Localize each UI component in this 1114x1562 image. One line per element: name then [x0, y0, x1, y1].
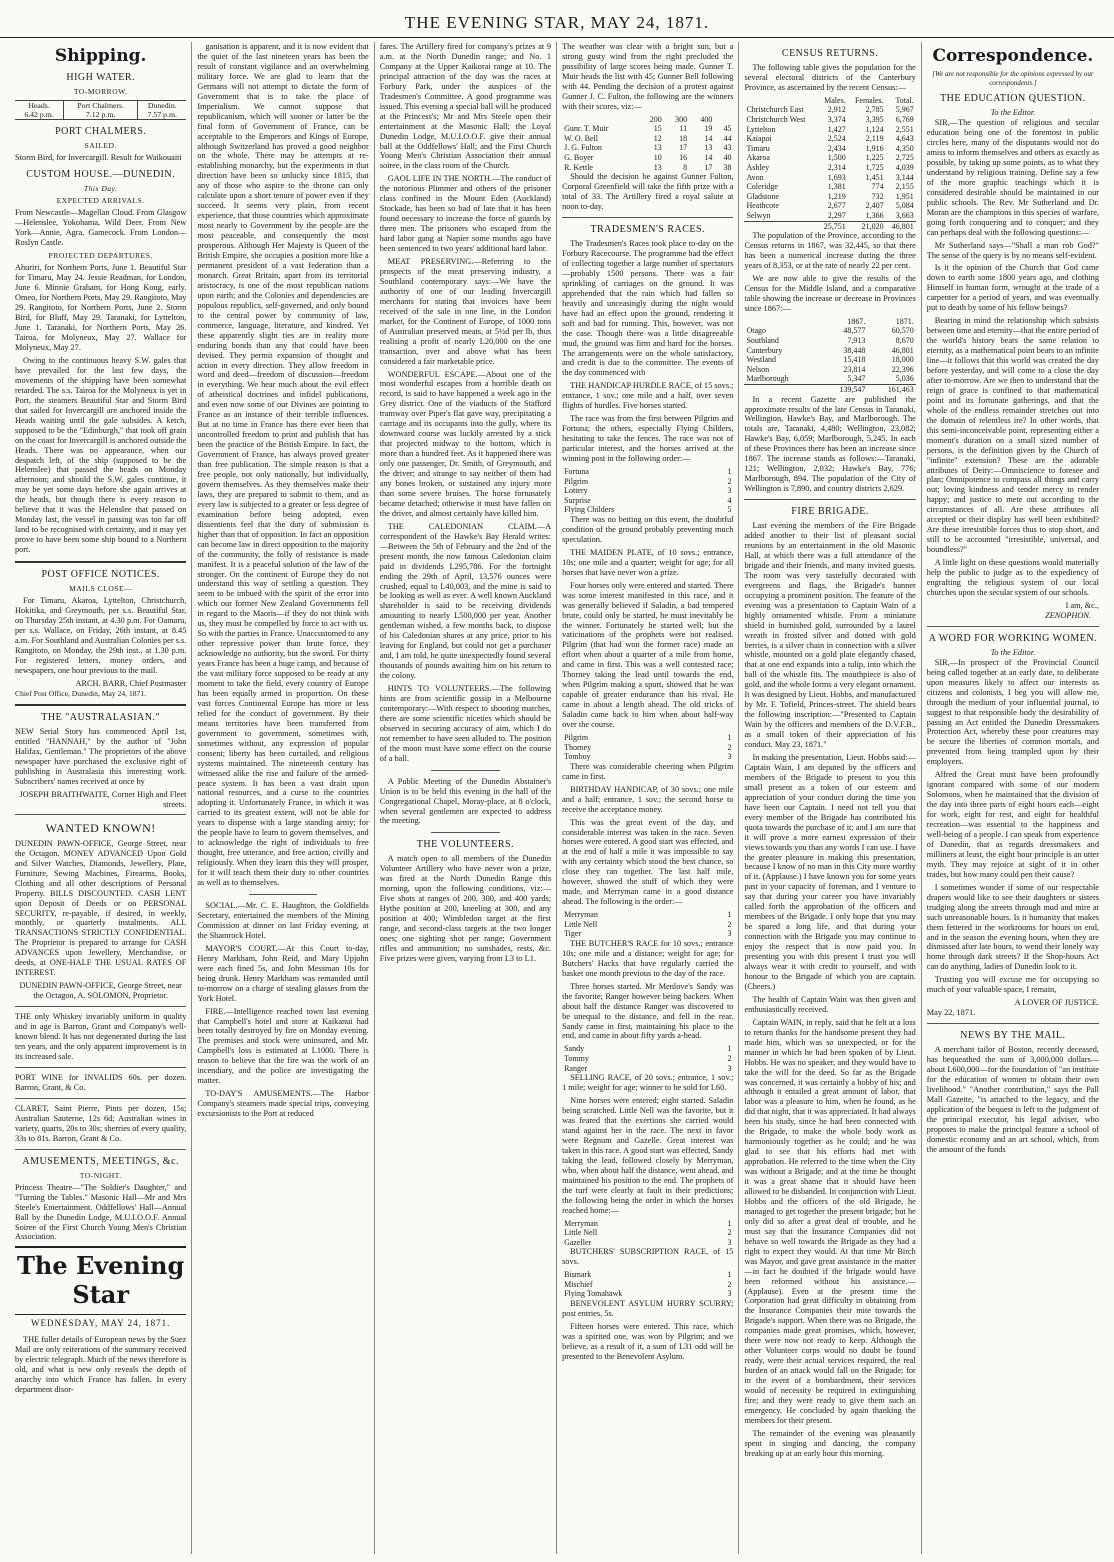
table-row: Pilgrim 1	[564, 733, 732, 742]
education-text-5: A little light on these questions would materially help the public to judge as to the expediency of engrafting the religious system of our local churches upon the secular system of our schools.	[926, 558, 1099, 597]
census-population-text: The population of the Province, according to the Census returns in 1867, was 32,445, so that there has been a numerical increase during the three years of 8,353, or at the rate of nearly 22 per cent.	[744, 231, 916, 271]
butchers-race: THE BUTCHER'S RACE for 10 sovs.; entrance 10s; one mile and a distance; weight for age; for Butchers' Hacks that have regularly carried the basket one month previous to the day of the race.	[562, 938, 734, 978]
maiden-text: Four horses only were entered and started. There was some interest manifested in this race, and it was generally believed if Saladin, a bad tempered brute, could only be started, he must inevitably be the winner. Fortunately he started well; but the vaticinations of the prophets were not realised. Pilgrim (that had won the former race) made an effort when about a quarter of a mile from home, and came in first. This was a well contested race; Thorney taking the lead until towards the end, when Pilgrim making a spurt, showed that he was capable of greater endurance than his rival. He came in about a length ahead. The old tricks of Saladin came back to him when about half-way over the course.	[562, 580, 734, 730]
women-text-4: Trusting you will excuse me for occupying so much of your valuable space, I remain,	[926, 975, 1099, 995]
education-heading: THE EDUCATION QUESTION.	[940, 93, 1086, 105]
tide-cell: Dunedin. 7.57 p.m.	[147, 100, 178, 119]
table-row: Christchurch East 2,912 2,785 5,967	[746, 105, 914, 115]
meat-preserving-paragraph: MEAT PRESERVING.—Referring to the prospects of the meat preserving industry, a Southland contemporary says:—We have the authority of one of our leading Invercargill merchants for stating that invoices have been received of the sale in one line, in the London market, for the Continent of Europe, of 1000 tons of Australian preserved meats, at 5½d per lb, thus realising a profit of nearly L20,000 on the one transaction, over and above what has been considered a fair marketable price.	[379, 257, 552, 366]
sailed-text: Storm Bird, for Invercargill. Result for Waikouaiti	[15, 153, 182, 163]
table-row: Tommy 2	[564, 1054, 732, 1064]
fares-paragraph: fares. The Artillery fired for company's prizes at 9 a.m. at the North Dunedin range; and No. 1 Company at the Upper Kaikorai range at 10. The principal attraction of the day was the races at Forbury Park, under the auspices of the Tradesmen's Committee. A good programme was issued. This evening a special ball will be produced at the Princess's; Mr and Mrs Steele open their entertainment at the Masonic Hall; the Loyal Dunedin Lodge, M.U.I.O.O.F. give their annual ball at the Oddfellows' Hall; and the First Church Young Men's Christian Association their annual soiree, in the class room of the Church.	[379, 42, 552, 171]
leader-text: THE fuller details of European news by the Suez Mail are only reiterations of the summary received by electric telegraph. Much of the news therefore is old, and what is new only reveals the depth of anarchy into which France has fallen. In every department disor-	[15, 1334, 187, 1394]
table-row: Coleridge 1,381 774 2,155	[746, 182, 914, 192]
letter-date: May 22, 1871.	[926, 1008, 976, 1018]
table-row: W. O. Bell 12 18 14 44	[564, 133, 732, 143]
table-row: Fortuna 1	[564, 467, 732, 477]
benevolent-race: BENEVOLENT ASYLUM HURRY SCURRY; post entries, 5s.	[562, 1299, 734, 1318]
evening-text: The remainder of the evening was pleasantly spent in singing and dancing, the company breaking up at an early hour this morning.	[744, 1428, 916, 1458]
projected-text: Ahuriri, for Northern Ports, June 1. Beautiful Star for Timaru, May 24. Jessie Readman, for London, June 6. Minnie Graham, for Hong Kong, early. Omeo, for Northern Ports, May 29. Rangitoto, May 29. Rangitoto, for Northern Ports, June 2. Storm Bird, for Bluff, May 29. Taranaki, for Lyttelton, June 1. Taranaki, for Northern Ports, May 26. Tairoa, for Molyneux, May 27. Wallace for Molyneux, May 27.	[15, 263, 187, 353]
table-row: Little Nell 2	[564, 919, 732, 929]
table-row: Marlborough 5,347 5,036	[746, 374, 914, 384]
expected-text: From Newcastle—Magellan Cloud. From Glasgow—Helenslee, Yokohama, Wild Deer. From New York—Annie, Agra, Gamecock. From London—Roslyn Castle.	[15, 208, 187, 248]
caledonian-claim-paragraph: THE CALEDONIAN CLAIM.—A correspondent of the Hawke's Bay Herald writes:—Between the 5th of February and the 2nd of the present month, the now famous Caledonian claim paid in dividends L295,786. For the fortnight ending the 29th of April, 13,576 ounces were crushed, equal to L40,003, and the mine is said to be looking as well as ever. A well known Auckland shareholder is said to be receiving dividends amounting to nearly L500,000 per year. Another gentleman wished, a few months back, to dispose of his Caledonian shares at any price, prior to his leaving for England, but could not get a purchaser and, I am told, he quite unexpectedly found several thousands of pounds awaiting him on his return to the colony.	[379, 521, 552, 681]
divider	[15, 814, 186, 815]
table-row: J. G. Fulton 13 17 13 43	[564, 143, 732, 153]
table-row: Westland 15,418 18,000	[746, 355, 914, 365]
results-table	[562, 1044, 733, 1073]
women-text-2: Alfred the Great must have been profoundly ignorant compared with some of our modern Solomons, when he maintained that the division of the day into three parts of eight hours each—eight for work, eight for rest, and eight for healthful recreation—was essential to the happiness and well-being of a people. I can speak from experience of Dunedin, that as regards dressmakers and milliners at least, the eight hour principle is an utter myth. They may rejoice at sight of it in other trades, but how many could pen their cause?	[926, 770, 1099, 879]
results-table	[562, 467, 733, 515]
table-row: Otago 48,577 60,570	[746, 326, 914, 336]
mails-close-label: MAILS CLOSE—	[69, 584, 133, 594]
masthead	[0, 8, 1114, 38]
fire-brigade-heading: FIRE BRIGADE.	[791, 506, 869, 518]
customs-heading: CUSTOM HOUSE.—DUNEDIN.	[26, 169, 176, 181]
to-editor: To the Editor.	[990, 647, 1036, 657]
pawn-office-text: DUNEDIN PAWN-OFFICE, George Street, near the Octagon. MONEY ADVANCED Upon Gold and Silver Watches, Diamonds, Jewellery, Plate, Furniture, Sewing Machines, Firearms, Books, Clothing and all other descriptions of Personal Property. BILLS DISCOUNTED. CASH LENT upon Deposit of Deeds or on PERSONAL SECURITY, re-payable, if desired, in weekly, monthly, or quarterly instalments. ALL TRANSACTIONS STRICTLY CONFIDENTIAL. The Proprietor is prepared to arrange for CASH ADVANCES upon Jewellery, Merchandise, or deeds, at ONE-HALF THE USUAL RATES OF INTEREST.	[15, 838, 187, 978]
divider	[249, 894, 318, 895]
table-row: Kaiapoi 2,524 2,119 4,643	[746, 134, 914, 144]
divider	[431, 832, 500, 833]
shipping-news-text: Owing to the continuous heavy S.W. gales that have prevailed for the last few days, the movements of the shipping have been somewhat retarded. The s.s. Tairoa for the Molyneux is yet in Port, the steamers Beautiful Star and Storm Bird that sailed for Invercargill are anchored inside the Heads waiting until the gale subsides. A ketch, supposed to be the "Edinburgh," that took off grain on the coast for Invercargill is anchored outside the Heads. There was no appearance, when our despatch left, of the ship (supposed to be the Helenslee) that passed the heads on Monday afternoon; and should the S.W. gales continue, it may be yet some days before she again arrives at the heads, but though there is every reason to believe that it was the Helenslee that passed on Monday last, the vessel in passing was too far off land to be recognised with certainty, and it may yet prove to have been some ship bound to a Northern port.	[15, 355, 187, 555]
education-text-3: Is it the opinion of the Church that God came down to earth some 1800 years ago, and clothing Himself in human form, wrought at the trade of a carpenter for a period of years, and was eventually put to death by some of his fellow beings?	[926, 263, 1099, 313]
post-office-heading: POST OFFICE NOTICES.	[41, 569, 160, 581]
table-row: Thorney 2	[564, 742, 732, 752]
table-row: Lottery 3	[564, 486, 732, 496]
fire-brigade-text: Last evening the members of the Fire Brigade added another to their list of pleasant social reunions by an entertainment in the old Masonic Hall, at which there was a full attendance of the brigade and their friends, and many invited guests. The room was very tastefully decorated with evergreens and flags, the Brigade's banner occupying a prominent position. The feature of the evening was a presentation to Captain Wain of a highly ornamented whistle. From a miniature shield in burnished gold, surrounded by a laurel wreath in frosted silver and dotted with gold berries, is a silver chain in connection with a silver whistle, mounted on a gold plate elegantly chased, that at one end expands into a tulip, into which the ball of the whistle fits. The mouthpiece is also of gold, and the whole forms a very elegant ornament. It was designed by Lieut. Hobbs, and manufactured by Mr. F. Tofield, Princes-street. The shield bears the following inscription:—"Presented to Captain Wain by the officers and members of the D.V.F.B., as a small token of their appreciation of his conduct. May 23, 1871."	[744, 521, 916, 750]
results-table	[562, 733, 733, 762]
table-row: Bismark 1	[564, 1270, 732, 1280]
subscription-race: BUTCHERS' SUBSCRIPTION RACE, of 15 sovs.	[562, 1247, 734, 1267]
news-text: A merchant tailor of Boston, recently deceased, has bequeathed the sum of 3,000,000 dollars—about L600,000—for the foundation of "an institute for the education of women to obtain their own livelihood." "Another contribution," says the Pall Mall Gazette, "is attached to the legacy, and the application of the bequest is left to the judgment of the principal executor, his legal adviser, who proposes to make the principal feature a school of domestic economy and an art school, which, from the amount of the funds	[926, 1045, 1099, 1154]
hurdle-race: THE HANDICAP HURDLE RACE, of 15 sovs.; entrance, 1 sov.; one mile and a half, over seven flights of hurdles. Five horses started.	[562, 381, 734, 411]
butchers-text: Three horses started. Mr Menlove's Sandy was the favorite; Ranger however being backers. When about half the distance Ranger was discovered to be unequal to the distance, and fell in the rear. Sandy came in first, maintaining his place to the end, and came in about fifty yards a-head.	[562, 981, 734, 1041]
education-text-1: SIR,—The question of religious and secular education being one of the foremost in public circles here, many of the disputants would not do amiss to inform themselves and others as exactly as possible, by taking up some points, as to what they understand by religious training. Define say a few of the more graphic teachings which it is considered desirable should be maintained in our public schools. The Rev. Mr Sutherland and Dr. Moran are the champions in this species of warfare, going forth conquering and to conquer; and they can perhaps deal with the following questions:—	[926, 118, 1099, 237]
amusements-text: Princess Theatre—"The Soldier's Daughter," and "Turning the Tables." Masonic Hall—Mr and Mrs Steele's Entertainment. Oddfellows' Hall—Annual Ball by the Dunedin Lodge, M.U.I.O.O.F. Annual Soiree of the First Church Young Men's Christian Association.	[15, 1182, 187, 1242]
whiskey-ad: THE only Whiskey invariably uniform in quality and in age is Barron, Grant and Company's well-known blend. It has not degenerated during the last ten years, and the only apparent improvement is in its increased sale.	[15, 1012, 187, 1061]
table-row: Mischief 2	[564, 1279, 732, 1289]
captain-reply-text: Captain WAIN, in reply, said that he felt at a loss to return thanks for the handsome present they had made him, which was so unexpected, or for the manner in which he had been spoken of by Lieut. Hobbs. He was no speaker, and they would have to take the will for the deed. So far as the Brigade was concerned, it was certainly a hobby of his; and although it entailed a great amount of labor, that labor was a pleasure to him, when he found, as he did that night, that it was appreciated. It had always been his study, since he had been connected with the Brigade, to make the whole body work as harmoniously together as he could; and he was glad to see that his efforts had met with approbation. He referred to the time when the City was without a Brigade; and at the time he thought it was a great shame that it should have been allowed to be disbanded. In conjunction with Lieut. Hobbs and the officers of the old Brigade, he managed to get together the present brigade; but he only did so after a great deal of trouble, and he must say that the Insurance Companies did not behave so well towards the Brigade as they had a right to expect they would. At that time Mr Birch was Mayor, and gave great assistance in the matter—in fact he doubted if the brigade would have been reformed without his assistance.—(Applause). Even at the present time the Corporation had great difficulty in obtaining from the Insurance Companies their mite towards the Brigade's support. When there was no Brigade, the companies made great promises, which, however, there were now not ready to keep. Although the other Volunteer corps would no doubt be found ready, were their actual services required, the real burden of an attack would fall on the Brigade; for in the event of a bombardment, their services would of necessity be required in extinguishing fire; and they were ready to give them such an emergency. He concluded by again thanking the members for their present.	[744, 1017, 916, 1425]
signature-lover-of-justice: A LOVER OF JUSTICE.	[1014, 998, 1099, 1008]
table-row: Ashley 2,314 1,725 4,039	[746, 163, 914, 173]
divider	[15, 1098, 186, 1099]
high-water-heading: HIGH WATER.	[66, 72, 135, 84]
table-row: Tomboy 3	[564, 752, 732, 762]
table-row: Merryman 1	[564, 1218, 732, 1228]
tradesmen-races-heading: TRADESMEN'S RACES.	[590, 224, 706, 236]
public-meeting-paragraph: A Public Meeting of the Dunedin Abstainer's Union is to be held this evening in the hall of the Congregational Chapel, Moray-place, at 8 o'clock, when several gentlemen are expected to address the meeting.	[379, 776, 552, 826]
divider	[15, 561, 186, 563]
table-row: Ranger 3	[564, 1063, 732, 1073]
table-row: Selwyn 2,297 1,366 3,663	[746, 210, 914, 220]
table-row: Gunr. T. Muir 15 11 19 45	[564, 124, 732, 134]
education-text-2: Mr Sutherland says—"Shall a man rob God?" The sense of the query is by no means self-evident.	[926, 240, 1099, 260]
shipping-heading: Shipping.	[54, 46, 147, 66]
correspondence-heading: Correspondence.	[932, 46, 1094, 66]
divider	[927, 1023, 1099, 1024]
post-office-text: For Timaru, Akaroa, Lyttelton, Christchurch, Hokitika, and Greymouth, per s.s. Beautiful Star, on Thursday 25th instant, at 4.30 p.m. For Oamaru, per s.s. Wallace, on Friday, 26th instant, at 8.45 a.m. For Southland and Australian Colonies per s.s. Rangitoto, on Monday, the 29th inst., at 1.30 p.m. For registered letters, money orders, and newspapers, one hour previous to the mail.	[15, 596, 187, 675]
divider	[562, 217, 733, 218]
tide-cell: Port Chalmers. 7.12 p.m.	[64, 100, 138, 120]
divider	[15, 1149, 186, 1150]
signature-zenophon: ZENOPHON.	[1045, 610, 1091, 620]
protest-paragraph: Should the decision be against Gunner Fulton, Corporal Greenfield will take the fifth prize with a total of 33. The Artillery fired a royal salute at noon to-day.	[562, 172, 734, 212]
divider	[15, 1067, 186, 1068]
table-row: Southland 7,913 8,670	[746, 335, 914, 345]
table-row: Surprise 4	[564, 495, 732, 505]
amusements-paragraph: TO-DAY'S AMUSEMENTS.—The Harbor Company's steamers made special trips, conveying excursionists to the Port at reduced	[197, 1089, 369, 1119]
column-3	[375, 42, 557, 1554]
table-row: Heathcote 2,677 2,407 5,084	[746, 201, 914, 211]
maiden-plate: THE MAIDEN PLATE, of 10 sovs.; entrance, 10s; one mile and a quarter; weight for age; for all horses that have never won a prize.	[562, 547, 734, 577]
disclaimer: [We are not responsible for the opinions expressed by our correspondents.]	[932, 70, 1094, 87]
divider	[431, 770, 500, 771]
census-intro: The following table gives the population for the several electoral districts of the Canterbury Province, as ascertained by the recent Census:—	[744, 63, 916, 92]
column-4	[557, 42, 739, 1554]
table-row: Flying Childers 5	[564, 505, 732, 515]
table-row: Gazeller 3	[564, 1237, 732, 1247]
table-row: Avon 1,693 1,451 3,144	[746, 172, 914, 182]
divider	[744, 499, 915, 500]
table-row: Merryman 1	[564, 910, 732, 920]
table-row: Lyttelton 1,427 1,124 2,551	[746, 124, 914, 134]
tides-table	[15, 100, 186, 121]
census-middle-island-text: We are now able to give the results of the Census for the Middle Island, and a comparative table showing the increase or decrease in Provinces since 1867:—	[744, 273, 916, 313]
birthday-text: This was the great event of the day, and considerable interest was taken in the race. Seven horses were entered. A good start was effected, and at the end of half a mile it was impossible to say with any certainty which stood the best chance, so close they ran together. The last half mile, however, showed the stuff of which they were made, and Merryman came in a good distance ahead. The following is the order:—	[562, 817, 734, 907]
hurdle-text: The race was from the first between Pilgrim and Fortuna; the others, especially Flying Childers, hesitating to take the fences. The race was not of particular interest, and the horses arrived at the winning post in the following order:—	[562, 414, 734, 464]
selling-race: SELLING RACE, of 20 sovs.; entrance, 1 sov.; 1 mile; weight for age; winner to be sold for L60.	[562, 1073, 734, 1093]
benevolent-text: Fifteen horses were entered. This race, which was a spirited one, was won by Pilgrim; and we believe, as a result of it, a sum of L31 odd will be presented to the Benevolent Asylum.	[562, 1321, 734, 1361]
betting-text: There was no betting on this event, the doubtful condition of the ground probably preventing much speculation.	[562, 514, 734, 544]
health-text: The health of Captain Wain was then given and enthusiastically received.	[744, 994, 916, 1014]
table-row: Canterbury 38,448 46,801	[746, 345, 914, 355]
australasian-text: NEW Serial Story has commenced April 1st, entitled "HANNAH," by the author of "John Halifax, Gentleman." The proprietors of the above newspaper have purchased the exclusive right of publishing in Australasia this interesting work. Subscribers' names received at once by	[15, 726, 187, 786]
selling-text: Nine horses were entered; eight started. Saladin being scratched. Little Nell was the favorite, but it was feared that the exertions she carried would stand against her in the race. The next in favor were Regnum and Gazelle. Great interest was taken in this race. A good start was effected, Sandy taking the lead, followed closely by Merryman, who, when about half the distance, went ahead, and maintained his position to the end. The prophets of the turf were clearly at fault in their predictions; the following being the order in which the horses reached home:—	[562, 1096, 734, 1215]
volunteers-heading: THE VOLUNTEERS.	[416, 839, 515, 851]
table-row: 139,547 161,463	[744, 384, 915, 394]
wanted-known-heading: WANTED KNOWN!	[45, 821, 156, 836]
mayors-court-paragraph: MAYOR'S COURT.—At this Court to-day, Henry Markham, John Reid, and Mary Upjohn were each fined 5s, and John Messman 10s for being drunk. Henry Markham was remanded until to-morrow on a charge of stealing glasses from the York Hotel.	[197, 943, 369, 1003]
table-row: Little Nell 2	[564, 1228, 732, 1238]
amusements-heading: AMUSEMENTS, MEETINGS, &c.	[22, 1155, 180, 1167]
table-row: Timaru 2,434 1,916 4,350	[746, 143, 914, 153]
table-row: Pilgrim 2	[564, 476, 732, 486]
census-heading: CENSUS RETURNS.	[781, 48, 879, 59]
women-text-1: SIR,—In prospect of the Provincial Council being called together at an early date, to deliberate upon measures likely to affect our interests as citizens and colonists, I beg you will allow me, through the medium of your influential journal, to suggest to that responsible body the desirability of passing an Act entitled the Dunedin Dressmakers Protection Act, whereby these poor creatures may be secure the liberties of common mortals, and prevented from being trampled upon by their employers.	[926, 657, 1099, 767]
divider	[15, 1006, 186, 1007]
birthday-handicap: BIRTHDAY HANDICAP, of 30 sovs.; one mile and a half; entrance, 1 sov.; the second horse to receive the acceptance money.	[562, 784, 734, 814]
news-by-mail-heading: NEWS BY THE MAIL.	[960, 1030, 1066, 1042]
australasian-heading: THE "AUSTRALASIAN."	[41, 711, 161, 723]
column-6	[922, 42, 1104, 1554]
newspaper-columns	[10, 42, 1104, 1554]
results-table	[562, 910, 733, 939]
post-office-location: Chief Post Office, Dunedin, May 24, 1871.	[15, 688, 147, 698]
leader-continued: ganisation is apparent, and it is now evident that the quiet of the last nineteen years has been the result of constant vigilance and an overwhelming military force. We are glad to learn that the Germans will not attempt to dictate the form of Government that is to take the place of Imperialism. We cannot suppose that republicanism, which will sooner or latter be the final form of Government of France, can be acceptable to the Emperors and Kings of Europe, although Switzerland has proved a good neighbor on the whole. There may be attempts at re-establishing monarchy, but the experiments in that direction have been so unlucky since 1815, that any of those who aspire to the throne can only calculate upon a short tenure of power even if they succeed. It seems very plain, from recent experience, that those countries which approximate most nearly to Government by the people are the most peaceable, and consequently the most prosperous. Although Her Majesty is Queen of the British Empire, she occupies a position more like a permanent president of a vast federation than a monarch. Great Britain, apart from its territorial aristocracy, is one of the most republican nations upon earth; and the Colonies and dependencies are populous republics, self-governed, and only bound to the central power by community of law, commerce, language, literature, and kindred. Yet these apparently slight ties are in reality more enduring bonds than any that could have been devised. They permit expansion of thought and action in every direction. They allow freedom in word and deed—freedom of discussion—freedom in everything. We hear much about the evil effect of atheistical doctrines and infidel publications, and even now some of our Divines are pointing to France as an instance of their terrible influences. But at no time in France has there ever been that uncontrolled freedom to print and publish that has been the practice of the British Empire. In fact, the Government of France, has always proved greater than free publication. The simple reason is that a free people, not only nationally, but individually, govern themselves. As they themselves make their laws, they are prepared to submit to them, and as every law is subjected to a greater or less degree of examination before being adopted, even dissentients feel that the duty of submission is higher than that of opposition. In fact an opposition can become law in direct opposition to the majority of the community, the folly of resistance is made manifest. It is a peaceful solution of the law of the stronger. On the continent of Europe they do not understand this way of settling a question. They seem to be imbued with the spirit of the error into which our former New Zealand Governments fell in regard to the Maoris—if they do not think with us, they must be compelled by force to act with us. So with the parties in France. Unaccustomed to any other repressive power than brute force, they acknowledge no authority, but the sword. For thirty years France has been a huge camp, and because of the vast military force supposed to be ready at any moment to take the field, every country of Europe has been equally armed in proportion. On these vast forces Continental Europe has more or less relied for the conduct of government. By their means territories have been transferred from government to government, sometimes with, sometimes without, any expression of popular consent; liberty has been curtailed, and religious systems maintained. The nineteenth century has witnessed alike the rise and failure of the armed-peace system. It has been a vast drain upon national resources, and a curse to the countries adopting it. Unfortunately France, in which it was carried to its greatest extent, will not be able for years to dispense with a large standing army; for the people have to learn to govern themselves, and to acknowledge the right of individuals to free thought, free utterance, and free action, civilly and religiously. When they learn this they will prosper, for it will teach them their duty to other countries as well as to themselves.	[197, 42, 369, 888]
table-row: Tiger 3	[564, 929, 732, 939]
gazette-text: In a recent Gazette are published the approximate results of the late Census in Taranaki, Wellington, Hawke's Bay, and Marlborough. The totals are, Taranaki, 4,480; Wellington, 23,082; Hawke's Bay, 6,059; Marlborough, 5,245. In each of these Provinces there has been an increase since 1867. The increase stands as follows:—Taranaki, 121; Wellington, 2,032; Hawke's Bay, 776; Marlborough, 894. The population of the City of Wellington is 7,890, and country districts 2,629.	[744, 394, 916, 494]
table-row: Sandy 1	[564, 1044, 732, 1054]
post-office-signature: ARCH. BARR, Chief Postmaster	[75, 678, 187, 688]
results-table	[562, 1270, 733, 1299]
column-1	[10, 42, 192, 1554]
signature-closing: I am, &c.,	[1065, 600, 1099, 610]
fire-paragraph: FIRE.—Intelligence reached town last evening that Campbell's hotel and store at Kaikanui had been totally destroyed by fire on Monday evening. The premises and stock were uninsured, and Mr. Campbell's loss is estimated at L1000. There is reason to believe that the fire was the work of an incendiary, and the police are investigating the matter.	[197, 1006, 369, 1086]
scores-table	[562, 115, 733, 173]
divider	[927, 626, 1099, 627]
table-row: Akaroa 1,500 1,225 2,725	[746, 153, 914, 163]
paper-date: WEDNESDAY, MAY 24, 1871.	[31, 1318, 171, 1328]
tonight-label: TO-NIGHT.	[79, 1170, 122, 1180]
working-women-heading: A WORD FOR WORKING WOMEN.	[928, 632, 1098, 644]
gaol-life-paragraph: GAOL LIFE IN THE NORTH.—The conduct of the notorious Plimmer and others of the prisoner class confined in the Mount Eden (Auckland) Stockade, has been so bad of late that it has been found necessary to increase the force of guards by three men. The prisoners who escaped from the hard labor gang at Napier some months ago have been sentenced to two years' additional hard labor.	[379, 174, 552, 254]
expected-heading: EXPECTED ARRIVALS.	[56, 196, 145, 206]
wonderful-escape-paragraph: WONDERFUL ESCAPE.—About one of the most wonderful escapes from a horrible death on record, is said to have happened a week ago in the Grey district. One of the viaducts of the Stafford tramway over Piper's flat gave way, precipitating a carriage and its occupants into the gully, where its downward course was luckily arrested by a stick that projected midway to the bottom, which is more than a hundred feet. As it happened there was only one passenger, Dr. Smith, of Greymouth, and the driver; and strange to say neither of them had any bones broken, or sustained any injury more than some severe bruises. The horse fortunately became detached; otherwise it must have fallen on the driver, and almost certainly have killed him.	[379, 369, 552, 518]
table-row: 25,751 21,020 46,801	[744, 221, 915, 231]
port-wine-ad: PORT WINE for INVALIDS 60s. per dozen. Barron, Grant, & Co.	[15, 1072, 187, 1092]
claret-ad: CLARET, Saint Pierre, Pints per dozen, 15s; Australian Sauterne, 12s 6d; Australian wines in variety, quarts, 20s to 30s; sherries of every quality, 33s to 81s. Barron, Grant & Co.	[15, 1103, 187, 1143]
paper-title: The Evening Star	[15, 1246, 186, 1315]
table-row: Nelson 23,814 22,396	[746, 364, 914, 374]
races-intro: The Tradesmen's Races took place to-day on the Forbury Racecourse. The programme had the effect of collecting together a large number of spectators—probably 1500 persons. There was a fair sprinkling of carriages on the ground. It was apprehended that the rain which had fallen so heavily and unceasingly during the night would have had an effect upon the ground, rendering it soft and bad for running. This, however, was not the case. Though there was a little disagreeable mud, the ground was firm and hard for the horses. The arrangements were on the whole satisfactory, and credit is due to the committee. The events of the day commenced with	[562, 239, 734, 378]
tide-cell: Heads. 6.42 p.m.	[15, 100, 64, 120]
table-row: R. Kettle 13 8 17 38	[564, 162, 732, 172]
weather-paragraph: The weather was clear with a bright sun, but a strong gusty wind from the right precluded the possibility of large scores being made. Gunner T. Muir heads the list with 45; Gunner Bell following with 44. Pending the decision of a protest against Gunner J. C. Fulton, the following are the winners with their scores, viz:—	[562, 42, 734, 111]
volunteers-text: A match open to all members of the Dunedin Volunteer Artillery who have never won a prize, was fired at the North Dunedin Range this morning, upon the following conditions, viz:—Five shots at ranges of 200, 300, and 400 yards; Hythe position at 200, kneeling at 300, and any position at 400; Wimbledon target at the first range, and second-class targets at the two longer ones; one sighting shot per range; Government rifles and ammunition; no sunshades, rests, &c. Five prizes were given, varying from L3 to L1.	[379, 854, 552, 963]
divider	[15, 704, 186, 706]
education-text-4: Bearing in mind the relationship which subsists between time and eternity—that the entire period of the world's history bears the same relation to eternity, as a mathematical point bears to an infinite line—it follows that this world was created the day before yesterday, and will come to a close the day after to-morrow. Are we then to understand that the reign of grace is confined to that mathematical point and its fortunate gatherings, and that the whole of the endless remainder stretches out into the domain of relentless ire? In other words, that this semi-inconceivable point, representing either a moment's duration on a small sized number of persons, is the definition given by the Church of "infinite" extension? These are the adorable attributes of Deity:—Omniscience to foresee and plan; Omnipotence to compass all things and carry out; loving kindness and tender mercy to render happy; and justice to mete out according to the circumstances of all. Are these attributes all accepted or their display has well been exhibited? Are these irresistible forces thus to stop short, and still to be accounted "irresistible, universal, and boundless?"	[926, 316, 1099, 555]
port-chalmers-heading: PORT CHALMERS.	[55, 126, 147, 138]
column-5	[739, 42, 921, 1554]
pawn-office-signature: DUNEDIN PAWN-OFFICE, George Street, near the Octagon, A. SOLOMON, Proprietor.	[19, 981, 182, 1001]
table-row: Males. Females. Total.	[824, 95, 914, 105]
social-paragraph: SOCIAL.—Mr. C. E. Haughton, the Goldfields Secretary, entertained the members of the Mining Commission at dinner on last Friday evening, at the Shamrock Hotel.	[197, 901, 369, 940]
presentation-text: In making the presentation, Lieut. Hobbs said:—Captain Wain, I am deputed by the officers and members of the Brigade to present to you this small present as a token of our esteem and appreciation of your conduct during the time you have been our Captain. I need not tell you that every member of the Brigade has contributed his quota towards the purchase of it; and I am sure that it will prove a more earnest expression of their views towards you than any words I can use. I have the greater pleasure in making this presentation, because I know of no man in this City more worthy of it. (Applause.) I have known you for some years past in your capacity of foreman, and I venture to say that during your career you have invariably called forth the approbation of the officers and members of the Brigade. I only hope that you may be spared a long life, and that during your connection with the Brigade you may continue to enjoy the respect that is now paid you. In presenting you with this present I trust you will always wear it with credit to yourself, and with honour to the Brigade of which you are captain. (Cheers.)	[744, 753, 916, 991]
table-row: G. Boyer 10 16 14 40	[564, 153, 732, 163]
results-table	[562, 1219, 733, 1248]
table-row: Christchurch West 3,374 3,395 6,769	[746, 115, 914, 125]
this-day-label: This Day.	[83, 184, 118, 194]
census-table	[744, 96, 915, 231]
tomorrow-label: TO-MORROW.	[73, 87, 128, 97]
table-row: Flying Tomahawk 3	[564, 1289, 732, 1299]
women-text-3: I sometimes wonder if some of our respectable drapers would like to see their daughters or sisters trudging along the streets through mud and mire at such unreasonable hours. Is it humanity that makes them fettered in the workrooms for hours on end, and in the season the evening hours, when they are dismissed after late hours, to wend their lonely way home through dark streets? If the Shop-hours Act can do anything, ladies of Dunedin look to it.	[926, 882, 1099, 972]
australasian-signature: JOSEPH BRAITHWAITE, Corner High and Fleet streets.	[19, 789, 187, 809]
province-table	[744, 317, 915, 395]
projected-heading: PROJECTED DEPARTURES.	[48, 251, 153, 261]
table-row: 1867. 1871.	[847, 316, 914, 326]
column-2	[192, 42, 374, 1554]
sailed-heading: SAILED.	[84, 141, 117, 151]
masthead-title: THE EVENING STAR, MAY 24, 1871.	[404, 13, 710, 32]
table-row: 200 300 400	[649, 114, 713, 124]
cheering-text: There was considerable cheering when Pilgrim came in first.	[562, 761, 734, 781]
hints-volunteers-paragraph: HINTS TO VOLUNTEERS.—The following hints are from scientific gossip in a Melbourne contemporary:—With respect to shooting matches, there are some scientific niceties which should be observed in securing accuracy of aim, which I do not remember to have seen alluded to. The position of the moon must have some effect on the course of a ball.	[379, 684, 552, 763]
to-editor: To the Editor.	[990, 108, 1036, 118]
table-row: Gladstone 1,219 732 1,951	[746, 191, 914, 201]
